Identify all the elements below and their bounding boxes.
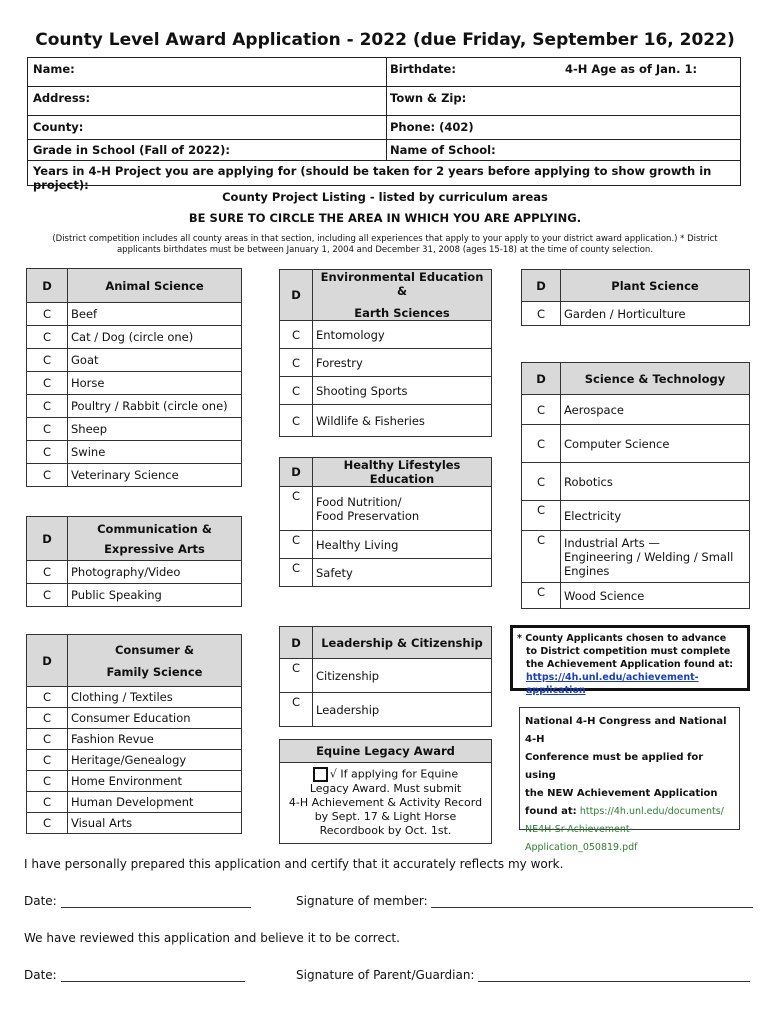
certify-statement: I have personally prepared this application and certify that it accurately reflects my work. [24, 857, 564, 871]
equine-legacy-box [279, 739, 492, 844]
project-human-development[interactable]: Human Development [68, 792, 242, 813]
col-c[interactable]: C [280, 693, 313, 727]
col-c[interactable]: C [522, 501, 561, 531]
col-c[interactable]: C [522, 463, 561, 501]
info-row-county [28, 116, 740, 140]
project-goat[interactable]: Goat [68, 349, 242, 372]
birthdate-field[interactable]: Birthdate: [390, 62, 456, 76]
project-citizenship[interactable]: Citizenship [313, 659, 492, 693]
project-forestry[interactable]: Forestry [313, 349, 492, 377]
member-date-row [24, 894, 251, 908]
national-url-line-2[interactable]: NE4H-Sr-Achievement- [525, 824, 634, 835]
parent-signature-row [296, 968, 750, 982]
col-c[interactable]: C [522, 583, 561, 609]
project-electricity[interactable]: Electricity [561, 501, 750, 531]
col-c[interactable]: C [27, 418, 68, 441]
healthy-lifestyles-table [279, 457, 492, 587]
animal-science-header: Animal Science [68, 269, 242, 303]
col-d: D [27, 635, 68, 687]
equine-line-1 [280, 767, 491, 782]
project-aerospace[interactable]: Aerospace [561, 395, 750, 425]
national-url-line-3[interactable]: Application_050819.pdf [525, 842, 638, 853]
col-c[interactable]: C [280, 559, 313, 587]
town-zip-field[interactable]: Town & Zip: [390, 91, 467, 105]
project-garden-horticulture[interactable]: Garden / Horticulture [561, 302, 750, 326]
header-line: Earth Sciences [354, 306, 450, 320]
header-line: Expressive Arts [104, 541, 205, 556]
district-note: (District competition includes all county areas in that section, including all experiences that apply to your apply to your district award application.) * District applicants birthdates must be between January 1, 2004 and December 31, 2008 (ages 15-18) at the time of county selection. [52, 234, 718, 255]
header-line: Communication & [97, 521, 212, 536]
parent-signature-label: Signature of Parent/Guardian: [296, 968, 475, 982]
leadership-header: Leadership & Citizenship [313, 627, 492, 659]
item-line: Food Preservation [316, 508, 420, 523]
col-c[interactable]: C [27, 792, 68, 813]
listing-title: County Project Listing - listed by curriculum areas [222, 190, 548, 204]
project-leadership[interactable]: Leadership [313, 693, 492, 727]
col-d: D [27, 517, 68, 561]
phone-field[interactable]: Phone: (402) [390, 120, 474, 134]
project-food-nutrition[interactable] [313, 487, 492, 531]
district-line-2: to District competition must complete [526, 646, 731, 657]
address-field[interactable]: Address: [33, 91, 91, 105]
project-home-environment[interactable]: Home Environment [68, 771, 242, 792]
equine-text-2: Legacy Award. Must submit [309, 782, 462, 795]
col-d: D [280, 627, 313, 659]
col-c[interactable]: C [27, 561, 68, 584]
project-consumer-education[interactable]: Consumer Education [68, 708, 242, 729]
item-line: Engineering / Welding / Small [564, 549, 734, 564]
member-signature-field[interactable] [431, 895, 753, 908]
national-congress-box [519, 707, 740, 853]
national-url-link[interactable]: https://4h.unl.edu/documents/ [579, 806, 724, 817]
info-row-address [28, 87, 740, 116]
project-horse[interactable]: Horse [68, 372, 242, 395]
item-line: Engines [564, 563, 610, 578]
col-c[interactable]: C [27, 771, 68, 792]
project-cat-dog[interactable]: Cat / Dog (circle one) [68, 326, 242, 349]
school-field[interactable]: Name of School: [390, 143, 496, 157]
parent-date-row [24, 968, 245, 982]
project-poultry-rabbit[interactable]: Poultry / Rabbit (circle one) [68, 395, 242, 418]
project-wood-science[interactable]: Wood Science [561, 583, 750, 609]
col-c[interactable]: C [27, 750, 68, 771]
project-veterinary-science[interactable]: Veterinary Science [68, 464, 242, 487]
col-c[interactable]: C [27, 349, 68, 372]
leadership-table [279, 626, 492, 727]
project-shooting-sports[interactable]: Shooting Sports [313, 377, 492, 405]
consumer-header [68, 635, 242, 687]
parent-signature-field[interactable] [478, 969, 750, 982]
equine-text-4: by Sept. 17 & Light Horse [314, 810, 457, 823]
header-line: Family Science [106, 664, 203, 679]
col-c[interactable]: C [280, 349, 313, 377]
national-line-1: National 4-H Congress and National 4-H [525, 716, 727, 745]
member-signature-label: Signature of member: [296, 894, 428, 908]
district-line-1: * County Applicants chosen to advance [517, 633, 727, 644]
item-line: Food Nutrition/ [316, 494, 402, 509]
plant-science-table [521, 269, 750, 326]
project-safety[interactable]: Safety [313, 559, 492, 587]
district-line-3: the Achievement Application found at: [526, 659, 734, 670]
info-row-years [28, 161, 740, 192]
project-industrial-arts[interactable] [561, 531, 750, 583]
col-c[interactable]: C [280, 531, 313, 559]
equine-text [280, 763, 491, 838]
age-field[interactable]: 4-H Age as of Jan. 1: [565, 62, 698, 76]
district-advance-box [510, 625, 750, 696]
project-fashion-revue[interactable]: Fashion Revue [68, 729, 242, 750]
consumer-table [26, 634, 242, 834]
project-wildlife-fisheries[interactable]: Wildlife & Fisheries [313, 405, 492, 437]
applicant-info-table [27, 57, 741, 192]
project-visual-arts[interactable]: Visual Arts [68, 813, 242, 834]
healthy-lifestyles-header: Healthy Lifestyles Education [313, 458, 492, 487]
name-field[interactable]: Name: [33, 62, 75, 76]
col-c[interactable]: C [27, 326, 68, 349]
col-c[interactable]: C [27, 464, 68, 487]
col-c[interactable]: C [27, 708, 68, 729]
project-photography-video[interactable]: Photography/Video [68, 561, 242, 584]
animal-science-table [26, 268, 242, 487]
plant-science-header: Plant Science [561, 270, 750, 302]
national-line-3: the NEW Achievement Application [525, 788, 718, 799]
col-d: D [522, 363, 561, 395]
grade-field[interactable]: Grade in School (Fall of 2022): [33, 143, 230, 157]
communication-header [68, 517, 242, 561]
parent-date-field[interactable] [61, 969, 245, 982]
project-healthy-living[interactable]: Healthy Living [313, 531, 492, 559]
project-public-speaking[interactable]: Public Speaking [68, 584, 242, 607]
col-c[interactable]: C [280, 321, 313, 349]
col-c[interactable]: C [522, 531, 561, 583]
col-d: D [522, 270, 561, 302]
environmental-table [279, 269, 492, 437]
header-line: Consumer & [114, 642, 195, 657]
date-label: Date: [24, 894, 57, 908]
project-beef[interactable]: Beef [68, 303, 242, 326]
circle-instruction: BE SURE TO CIRCLE THE AREA IN WHICH YOU ARE APPLYING. [188, 211, 582, 225]
col-c[interactable]: C [27, 729, 68, 750]
years-field[interactable]: Years in 4-H Project you are applying for (should be taken for 2 years before applying to show growth in project): [33, 164, 712, 192]
project-robotics[interactable]: Robotics [561, 463, 750, 501]
col-c[interactable]: C [280, 659, 313, 693]
col-c[interactable]: C [280, 405, 313, 437]
col-c[interactable]: C [27, 813, 68, 834]
equine-checkbox[interactable] [313, 767, 328, 782]
project-heritage-genealogy[interactable]: Heritage/Genealogy [68, 750, 242, 771]
header-line: Environmental Education & [320, 270, 484, 298]
equine-header: Equine Legacy Award [280, 740, 491, 763]
col-c[interactable]: C [27, 441, 68, 464]
national-line-2: Conference must be applied for using [525, 752, 704, 781]
project-sheep[interactable]: Sheep [68, 418, 242, 441]
county-field[interactable]: County: [33, 120, 84, 134]
info-row-name [28, 58, 740, 87]
science-technology-table [521, 362, 750, 609]
col-c[interactable]: C [280, 487, 313, 531]
info-row-grade [28, 140, 740, 161]
reviewed-statement: We have reviewed this application and believe it to be correct. [24, 931, 400, 945]
col-c[interactable]: C [522, 302, 561, 326]
col-c[interactable]: C [27, 584, 68, 607]
project-clothing-textiles[interactable]: Clothing / Textiles [68, 687, 242, 708]
col-c[interactable]: C [522, 395, 561, 425]
communication-table [26, 516, 242, 607]
achievement-application-link[interactable]: https://4h.unl.edu/achievement-application [526, 672, 699, 696]
col-d: D [27, 269, 68, 303]
col-c[interactable]: C [27, 687, 68, 708]
project-computer-science[interactable]: Computer Science [561, 425, 750, 463]
equine-text-1: √ If applying for Equine [329, 767, 459, 781]
col-d: D [280, 458, 313, 487]
equine-text-5: Recordbook by Oct. 1st. [319, 824, 452, 837]
col-d: D [280, 270, 313, 321]
member-signature-row [296, 894, 753, 908]
science-technology-header: Science & Technology [561, 363, 750, 395]
page-title: County Level Award Application - 2022 (due Friday, September 16, 2022) [35, 30, 735, 50]
project-swine[interactable]: Swine [68, 441, 242, 464]
date-label: Date: [24, 968, 57, 982]
col-c[interactable]: C [522, 425, 561, 463]
national-line-4: found at: [525, 806, 577, 817]
environmental-header [313, 270, 492, 321]
member-date-field[interactable] [61, 895, 251, 908]
col-c[interactable]: C [27, 303, 68, 326]
col-c[interactable]: C [280, 377, 313, 405]
equine-text-3: 4-H Achievement & Activity Record [288, 796, 483, 809]
project-entomology[interactable]: Entomology [313, 321, 492, 349]
item-line: Industrial Arts — [564, 535, 660, 550]
col-c[interactable]: C [27, 372, 68, 395]
col-c[interactable]: C [27, 395, 68, 418]
